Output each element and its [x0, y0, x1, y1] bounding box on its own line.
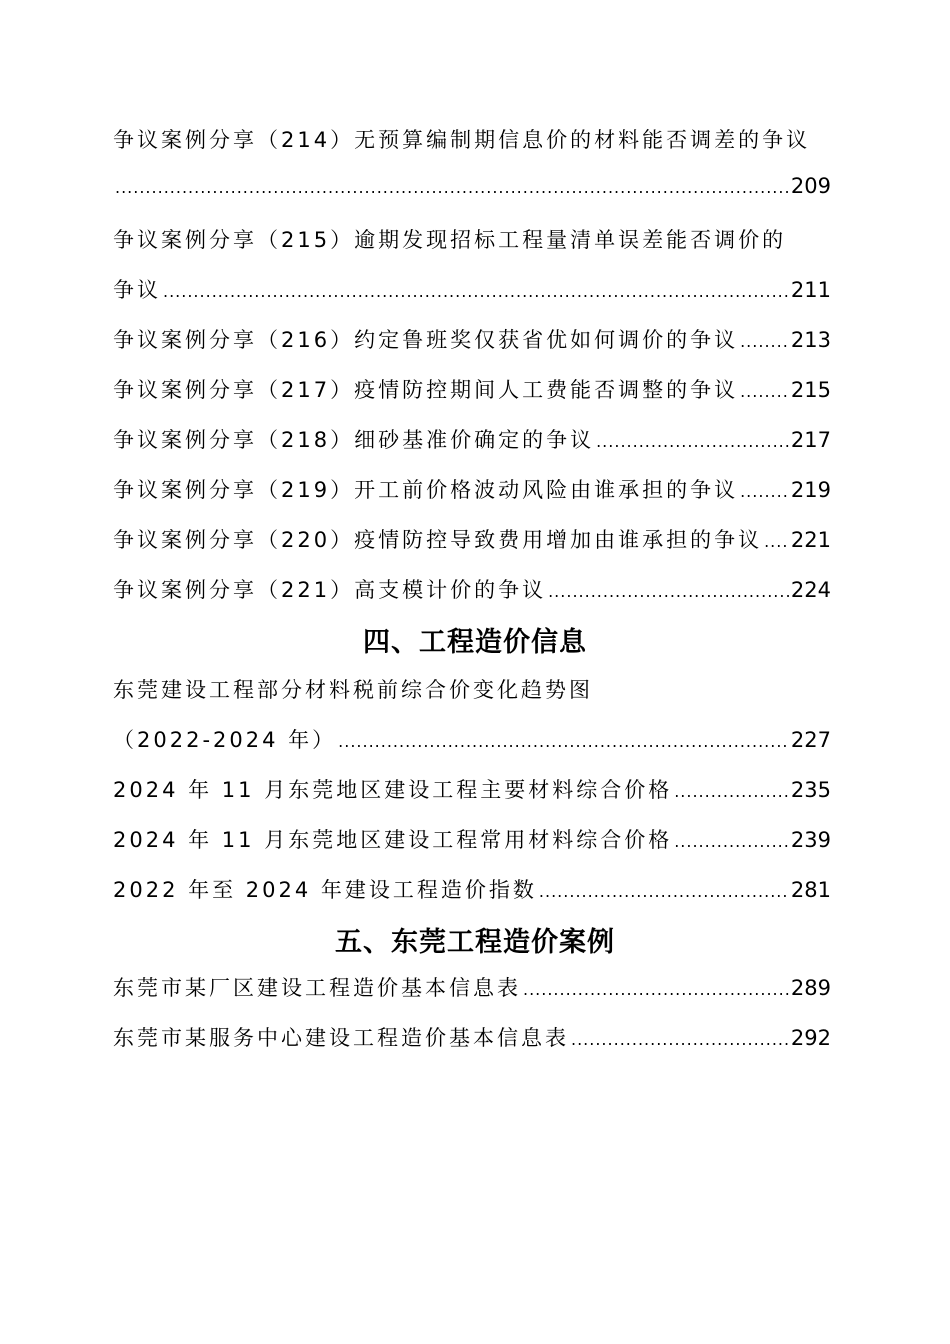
toc-entry-text: 东莞市某服务中心建设工程造价基本信息表: [113, 1026, 569, 1050]
dot-leader: [740, 482, 789, 501]
dot-leader: [115, 178, 789, 197]
toc-page-number: 219: [790, 478, 831, 502]
toc-entry-text: 东莞市某厂区建设工程造价基本信息表: [113, 976, 521, 1000]
dot-leader: [523, 980, 789, 999]
dot-leader: [571, 1030, 789, 1049]
toc-entry-220: [113, 524, 831, 558]
toc-entry-214-page: [113, 174, 831, 208]
toc-entry-text: 争议案例分享（214）无预算编制期信息价的材料能否调差的争议: [113, 128, 811, 152]
toc-entry-217: [113, 374, 831, 408]
toc-entry-219: [113, 474, 831, 508]
dot-leader: [548, 582, 789, 601]
toc-page-number: 215: [790, 378, 831, 402]
toc-entry-text: 争议案例分享（216）约定鲁班奖仅获省优如何调价的争议: [113, 328, 739, 352]
toc-entry-service-center-case: [113, 1022, 831, 1056]
toc-page-number: 235: [790, 778, 831, 802]
toc-page-number: 211: [790, 278, 831, 302]
dot-leader: [740, 382, 789, 401]
toc-page-number: 213: [790, 328, 831, 352]
toc-entry-cost-index: [113, 874, 831, 908]
dot-leader: [674, 782, 789, 801]
toc-entry-text: 争议案例分享（215）逾期发现招标工程量清单误差能否调价的: [113, 228, 787, 252]
toc-page-number: 239: [790, 828, 831, 852]
toc-entry-221: [113, 574, 831, 608]
toc-entry-text: 争议案例分享（219）开工前价格波动风险由谁承担的争议: [113, 478, 739, 502]
toc-page-number: 289: [790, 976, 831, 1000]
toc-entry-text: 争议案例分享（221）高支模计价的争议: [113, 578, 547, 602]
toc-entry-215-page: [113, 274, 831, 308]
toc-page-number: 281: [790, 878, 831, 902]
toc-page-number: 224: [790, 578, 831, 602]
toc-entry-text: 争议案例分享（217）疫情防控期间人工费能否调整的争议: [113, 378, 739, 402]
toc-page-number: 227: [790, 728, 831, 752]
toc-entry-text: 争议案例分享（220）疫情防控导致费用增加由谁承担的争议: [113, 528, 763, 552]
dot-leader: [740, 332, 789, 351]
toc-entry-text: 争议案例分享（218）细砂基准价确定的争议: [113, 428, 595, 452]
section-heading-5: 五、东莞工程造价案例: [335, 927, 615, 958]
toc-entry-trend-page: [113, 724, 831, 758]
dot-leader: [163, 282, 789, 301]
toc-entry-text: （2022-2024 年）: [113, 728, 337, 752]
dot-leader: [596, 432, 789, 451]
toc-entry-trend-title: [113, 674, 831, 708]
toc-page-number: 209: [790, 174, 831, 198]
toc-entry-215-title: [113, 224, 831, 258]
toc-page-number: 221: [790, 528, 831, 552]
dot-leader: [539, 882, 789, 901]
dot-leader: [674, 832, 789, 851]
toc-entry-216: [113, 324, 831, 358]
toc-entry-factory-case: [113, 972, 831, 1006]
toc-entry-218: [113, 424, 831, 458]
toc-entry-text: 2024 年 11 月东莞地区建设工程常用材料综合价格: [113, 828, 673, 852]
toc-entry-text: 2024 年 11 月东莞地区建设工程主要材料综合价格: [113, 778, 673, 802]
toc-entry-214-title: [113, 124, 831, 158]
toc-entry-text: 2022 年至 2024 年建设工程造价指数: [113, 878, 537, 902]
toc-page-number: 217: [790, 428, 831, 452]
section-heading-4: 四、工程造价信息: [363, 627, 587, 658]
toc-page-number: 292: [790, 1026, 831, 1050]
toc-entry-text: 东莞建设工程部分材料税前综合价变化趋势图: [113, 678, 593, 702]
toc-entry-common-materials: [113, 824, 831, 858]
dot-leader: [764, 532, 789, 551]
toc-entry-text: 争议: [113, 278, 161, 302]
toc-entry-main-materials: [113, 774, 831, 808]
dot-leader: [338, 732, 789, 751]
